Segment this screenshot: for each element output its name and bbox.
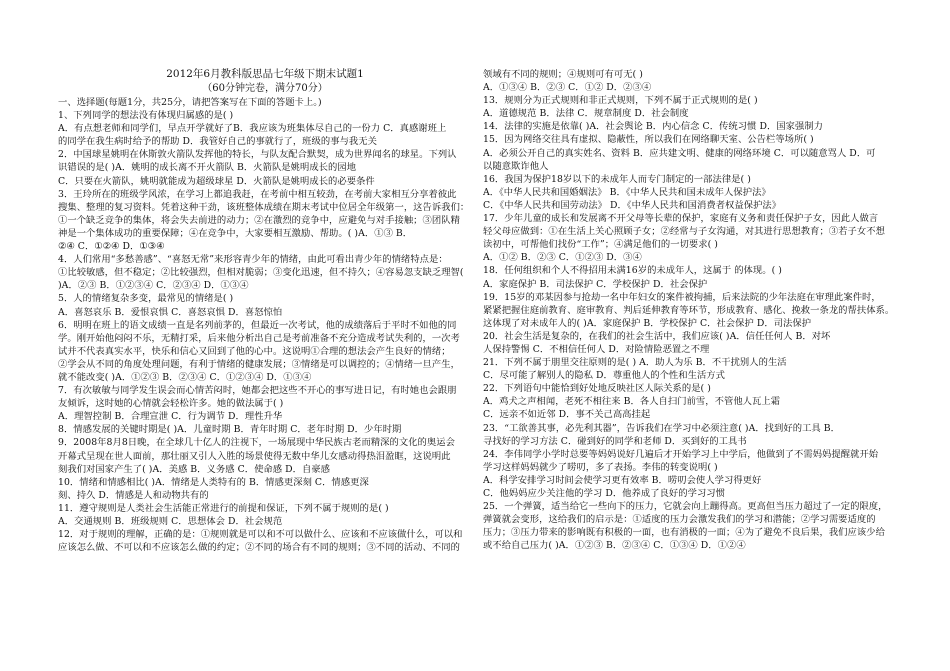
- text-line: 10．情绪和情感相比( )A．情绪是人类特有的 B．情感更深刻 C．情感更深: [58, 476, 369, 488]
- text-line: 识错误的是( )A．姚明的成长离不开火箭队 B．火箭队是姚明成长的园地: [58, 162, 357, 174]
- text-line: 压力；③压力带来的影响既有积极的一面，也有消极的一面；④为了避免不良后果，我们应该少给: [483, 527, 885, 539]
- text-line: C．只要在火箭队，姚明就能成为超级球星 D．火箭队是姚明成长的必要条件: [58, 175, 375, 187]
- text-line: 9．2008年8月8日晚，在全球几十亿人的注视下，一场展现中华民族古老而精深的文化的奥运会: [58, 437, 455, 449]
- text-line: 领域有不同的规则；④规则可有可无( ): [483, 69, 643, 80]
- text-line: A．喜怒哀乐 B．爱恨哀惧 C．喜怒哀惧 D．喜怒惊怕: [58, 306, 283, 318]
- text-line: ②④ C．①②④ D．①③④: [58, 241, 165, 253]
- text-line: 2．中国球星姚明在休斯敦火箭队发挥他的特长，与队友配合默契，成为世界闻名的球星。下列认: [58, 149, 457, 161]
- text-line: C．远亲不如近邻 D．事不关己高高挂起: [483, 409, 651, 421]
- text-line: 开幕式呈现在世人面前，那壮丽又引人入胜的场景使得无数中华儿女感动得热泪盈眶，这说明此: [58, 450, 451, 462]
- text-line: 友倾诉，这时她的心情就会轻松许多。她的做法属于( ): [58, 398, 284, 410]
- text-line: 20．社会生活是复杂的，在我们的社会生活中，我们应该( )A．信任任何人 B．对坏: [483, 330, 831, 342]
- text-line: 24．李伟同学小学时总要等妈妈说好几遍后才开始学习上中学后，他做到了不需妈妈提醒就开始: [483, 448, 879, 460]
- text-line: 13．规则分为正式规则和非正式规则，下列不属于正式规则的是( ): [483, 95, 758, 107]
- text-line: 12．对于规则的理解，正确的是：①规则就是可以和不可以做什么、应该和不应该做什么，可以和: [58, 529, 463, 541]
- text-line: A．科学安排学习时间会使学习更有效率 B．唠叨会使人学习得更好: [483, 474, 762, 486]
- text-line: 16．我国为保护18岁以下的未成年人而专门制定的一部法律是( ): [483, 173, 751, 185]
- text-line: 这体现了对未成年人的( )A．家庭保护 B．学校保护 C．社会保护 D．司法保护: [483, 317, 812, 329]
- text-line: ①比较敏感，但不稳定；②比较强烈，但相对脆弱；③变化迅速，但不持久；④容易忽支缺乏理智(: [58, 267, 464, 279]
- text-line: 的同学在我生病时给予的帮助 D．我管好自己的事就行了，班级的事与我无关: [58, 136, 377, 148]
- text-line: C．尽可能了解别人的隐私 D．尊重他人的个性和生活方式: [483, 370, 725, 382]
- text-line: 14．法律的实施是依靠( )A．社会舆论 B．内心信念 C．传统习惯 D．国家强制力: [483, 121, 824, 133]
- text-line: 就不能改变( )A．①②③ B．②③④ C．①②③④ D．①③④: [58, 371, 312, 383]
- text-line: A．交通规则 B．班级规则 C．思想体会 D．社会规范: [58, 516, 283, 527]
- text-line: A．有点想老师和同学们，早点开学就好了B．我应该为班集体尽自己的一份力 C．真感谢班上: [58, 123, 447, 135]
- text-line: 4．人们常用“多愁善感”、“喜怒无常”来形容青少年的情绪，由此可看出青少年的情绪特点是：: [58, 254, 448, 266]
- text-line: C．他妈妈应少关注他的学习 D．他养成了良好的学习习惯: [483, 488, 725, 499]
- right-question-text: [483, 68, 897, 552]
- text-line: 搜集、整理的复习资料。凭着这种干劲，该班整体成绩在期末考试中位居全年级第一，这告诉我们：: [58, 201, 470, 213]
- text-line: 19．15岁的邓某因参与抢劫一名中年妇女的案件被拘捕，后来法院的少年法庭在审理此案件时，: [483, 291, 881, 303]
- left-question-text: [58, 96, 472, 554]
- text-line: 22．下列语句中能恰到好处地反映社区人际关系的是( ): [483, 383, 711, 395]
- text-line: 应该怎么做、不可以和不应该怎么做的约定；②不同的场合有不同的规则；③不同的活动、不同的: [58, 542, 460, 554]
- text-line: 弹簧就会变形，这给我们的启示是：①适度的压力会激发我们的学习和潜能；②学习需要适度的: [483, 514, 876, 526]
- text-line: 15．因为网络交往具有虚拟、隐蔽性，所以我们在网络聊天室、公告栏等场所( ): [483, 134, 814, 146]
- text-line: 5．人的情绪复杂多变，最常见的情绪是( ): [58, 293, 234, 305]
- text-line: 17．少年儿童的成长和发展离不开父母等长辈的保护，家庭有义务和责任保护子女，因此人做言: [483, 213, 879, 225]
- paper-subtitle: （60分钟完卷，满分70分）: [202, 83, 328, 94]
- text-line: 7．有次敏敏与同学发生误会而心情苦闷时，她都会把这些不开心的事写进日记，有时她也会跟朋: [58, 385, 457, 397]
- text-line: 3．王玲所在的班级学风浓，在学习上都追我赶，在考前中相互较劲，在考前大家相互分享着彼此: [58, 188, 457, 200]
- text-line: A．必须公开自己的真实姓名、资料 B．应共建文明、健康的网络环境 C．可以随意骂人 D．可: [483, 147, 876, 159]
- text-line: 刻、持久 D．情感是人和动物共有的: [58, 489, 209, 501]
- text-line: 刻我们对国家产生了( )A．美感 B．义务感 C．使命感 D．自豪感: [58, 463, 331, 475]
- text-line: 6．明明在班上的语文成绩一直是名列前茅的，但最近一次考试，他的成绩落后于平时不如他的同: [58, 319, 457, 331]
- text-line: 一、选择题(每题1分，共25分，请把答案写在下面的答题卡上。): [58, 97, 322, 108]
- text-line: 读初中，可帮他们找份“工作”；④满足他们的一切要求( ): [483, 239, 718, 251]
- text-line: 21．下列不属于朋里交往原则的是( ) A．助人为乐 B．不干扰别人的生活: [483, 357, 787, 369]
- text-line: 23．“工欲善其事，必先利其器”，告诉我们在学习中必须注意( )A．找到好的工具 B．: [483, 422, 840, 434]
- text-line: 学习这样妈妈就少了唠叨，多了表扬。李伟的转变说明( ): [483, 461, 718, 473]
- paper-title: 2012年6月教科版思品七年级下期末试题1: [166, 68, 364, 80]
- text-line: 11．遵守规则是人类社会生活能正常进行的前提和保证，下列不属于规则的是( ): [58, 502, 389, 514]
- text-line: 以随意欺诈他人: [483, 160, 549, 172]
- text-line: A．家庭保护 B．司法保护 C．学校保护 D．社会保护: [483, 278, 708, 290]
- text-line: 18．任何组织和个人不得招用未满16岁的未成年人，这属于 的体现。( ): [483, 265, 782, 277]
- text-line: 轻父母应做到：①在生活上关心照顾子女；②经常与子女沟通，对其进行思想教育；③若子女不想: [483, 226, 885, 238]
- text-line: 1、下列同学的想法没有体现归属感的是( ): [58, 110, 234, 122]
- text-line: 或不给自己压力( )A．①②③ B．②③④ C．①③④ D．①②④: [483, 540, 746, 552]
- text-line: A．《中华人民共和国婚姻法》 B．《中华人民共和国未成年人保护法》: [483, 186, 771, 198]
- text-line: 25．一个弹簧，适当给它一些向下的压力，它就会向上蹦得高。更高但当压力超过了一定的限度，: [483, 501, 888, 513]
- text-line: 紧紧把握住庭前教育、庭审教育、判后延伸教育等环节，形成教育、感化、挽救一条龙的帮扶体系。: [483, 304, 895, 316]
- text-line: A．道德规范 B．法律 C．规章制度 D．社会制度: [483, 108, 689, 120]
- text-line: )A．②③ B．①②③④ C．②③④ D．①③④: [58, 280, 249, 292]
- text-line: C．《中华人民共和国劳动法》 D．《中华人民共和国消费者权益保护法》: [483, 199, 782, 211]
- text-line: A．理智控制 B．合理宣泄 C．行为调节 D．理性升华: [58, 411, 283, 423]
- text-line: A．①② B．②③ C．①②③ D．③④: [483, 252, 642, 264]
- text-line: 神是一个集体成功的重要保障；④在竞争中，大家要相互激励、帮助。( )A．①③ B．: [58, 227, 413, 239]
- text-line: ①一个缺乏竞争的集体，将会失去前进的动力；②在激烈的竞争中，应避免与对手接触；③团队精: [58, 214, 460, 226]
- text-line: A．鸡犬之声相闻，老死不相往来 B．各人自扫门前雪，不管他人瓦上霜: [483, 396, 781, 408]
- text-line: A．①③④ B．②③ C．①② D．②③④: [483, 82, 652, 94]
- text-line: ②学会从不同的角度处理问题，有利于情绪的健康发展；③情绪是可以调控的；④情绪一旦产生，: [58, 358, 460, 370]
- text-line: 试并不代表真实水平，快乐和信心又回到了他的心中。这说明①合理的想法会产生良好的情绪；: [58, 345, 451, 357]
- text-line: 8．情感发展的关键时期是( )A．儿童时期 B．青年时期 C．老年时期 D．少年时期: [58, 424, 402, 436]
- text-line: 寻找好的学习方法 C．碰到好的同学和老师 D．买到好的工具书: [483, 435, 747, 447]
- text-line: 人保持警惕 C．不相信任何人 D．对险情险恶置之不理: [483, 343, 710, 355]
- text-line: 学。刚开始他闷闷不乐，无精打采，后来他分析出自己是考前准备不充分造成考试失利的，一次考: [58, 332, 460, 344]
